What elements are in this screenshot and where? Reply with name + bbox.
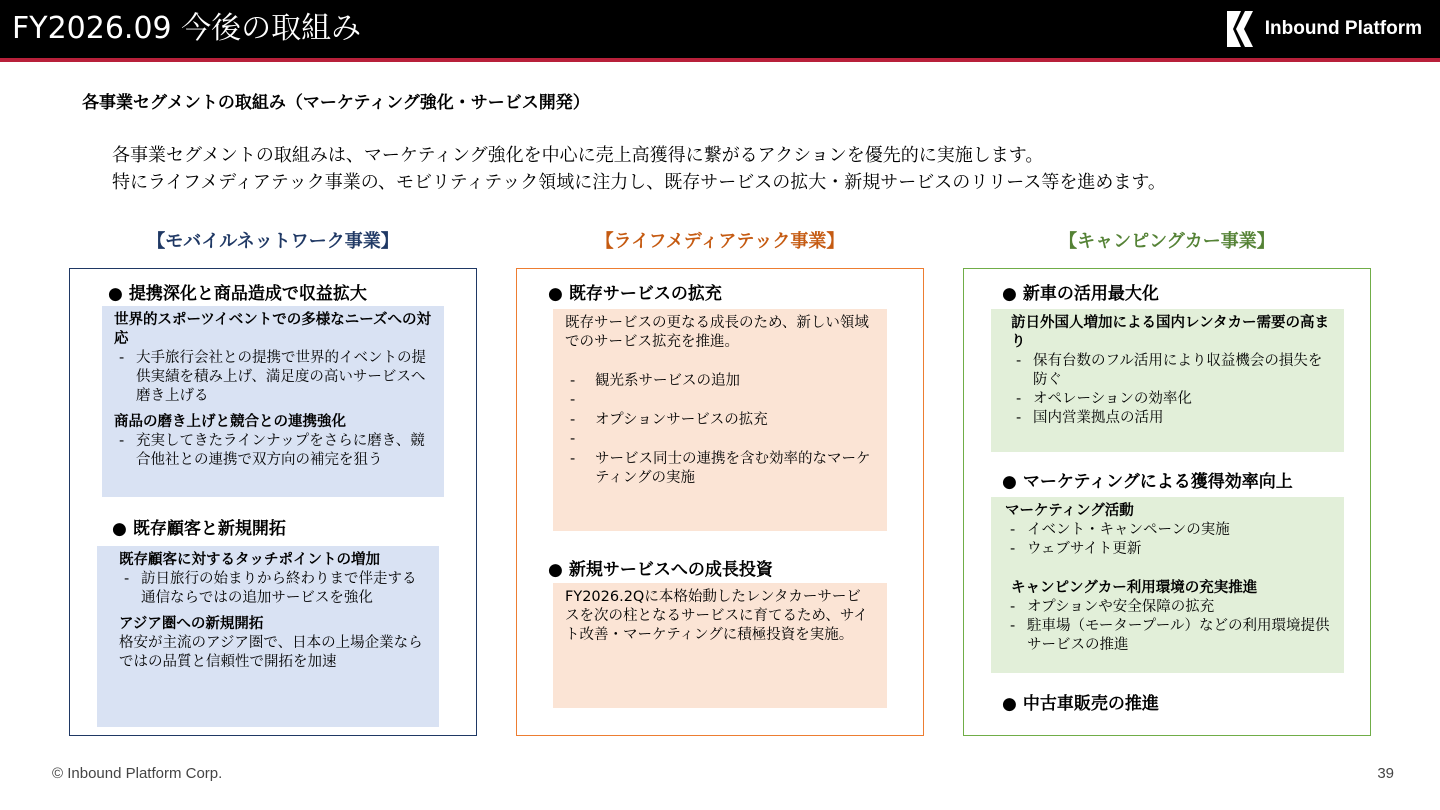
panel-list: [565, 372, 875, 488]
panel-text: 格安が主流のアジア圏で、日本の上場企業ならではの品質と信頼性で開拓を加速: [119, 635, 423, 670]
bullet-icon: ●: [112, 519, 127, 539]
list-item: - オプションサービスの拡充: [565, 411, 875, 430]
panel-subheading: マーケティング活動: [1005, 503, 1134, 519]
list-item: - オペレーションの効率化: [1011, 390, 1332, 409]
page-number: 39: [1377, 765, 1394, 782]
bullet-icon: ●: [548, 560, 563, 580]
lifemedia-panel-2: [553, 583, 887, 708]
list-item: - ウェブサイト更新: [1005, 540, 1332, 559]
intro-line: 各事業セグメントの取組みは、マーケティング強化を中心に売上高獲得に繋がるアクションを優先的に実施します。: [112, 145, 1044, 166]
header-bar: [0, 0, 1440, 58]
lifemedia-column-title: 【ライフメディアテック事業】: [595, 231, 845, 252]
list-item: - イベント・キャンペーンの実施: [1005, 521, 1332, 540]
camping-panel-2: [991, 497, 1344, 673]
panel-list: [1011, 352, 1332, 428]
lifemedia-bullet-2: ● 新規サービスへの成長投資: [548, 560, 773, 580]
mobile-column-title: 【モバイルネットワーク事業】: [147, 231, 399, 252]
panel-subheading: 商品の磨き上げと競合との連携強化: [114, 414, 346, 430]
camping-bullet-1: ● 新車の活用最大化: [1002, 284, 1159, 304]
camping-bullet-2: ● マーケティングによる獲得効率向上: [1002, 472, 1293, 492]
mobile-panel-2: [97, 546, 439, 727]
camping-bullet-3: ● 中古車販売の推進: [1002, 694, 1159, 714]
header-accent-line: [0, 58, 1440, 62]
bullet-icon: ●: [548, 284, 563, 304]
list-item: - 国内営業拠点の活用: [1011, 409, 1332, 428]
panel-list: [119, 570, 427, 608]
logo-text: Inbound Platform: [1264, 18, 1422, 39]
company-logo: [1223, 9, 1422, 49]
panel-text: FY2026.2Qに本格始動したレンタカーサービスを次の柱となるサービスに育てるため、サイト改善・マーケティングに積極投資を実施。: [565, 589, 868, 643]
list-item: - 充実してきたラインナップをさらに磨き、競合他社との連携で双方向の補完を狙う: [114, 432, 432, 470]
panel-list: [114, 432, 432, 470]
mobile-bullet-2: ● 既存顧客と新規開拓: [112, 519, 286, 539]
panel-subheading: 訪日外国人増加による国内レンタカー需要の高まり: [1011, 315, 1330, 350]
page-title: FY2026.09 今後の取組み: [12, 11, 362, 46]
list-item: - 訪日旅行の始まりから終わりまで伴走する通信ならではの追加サービスを強化: [119, 570, 427, 608]
panel-subheading: キャンピングカー利用環境の充実推進: [1011, 580, 1258, 596]
intro-line: 特にライフメディアテック事業の、モビリティテック領域に注力し、既存サービスの拡大・新規サービスのリリース等を進めます。: [112, 172, 1166, 193]
camping-column-title: 【キャンピングカー事業】: [1059, 231, 1275, 252]
panel-list: [1005, 521, 1332, 559]
panel-text: 既存サービスの更なる成長のため、新しい領域でのサービス拡充を推進。: [565, 315, 869, 350]
bullet-icon: ●: [1002, 284, 1017, 304]
bullet-icon: ●: [1002, 472, 1017, 492]
panel-subheading: アジア圏への新規開拓: [119, 616, 264, 632]
panel-subheading: 既存顧客に対するタッチポイントの増加: [119, 552, 380, 568]
list-item: - サービス同士の連携を含む効率的なマーケティングの実施: [565, 450, 875, 488]
lifemedia-panel-1: [553, 309, 887, 531]
list-item: - オプションや安全保障の拡充: [1005, 598, 1332, 617]
mobile-panel-1: [102, 306, 444, 497]
camping-panel-1: [991, 309, 1344, 452]
panel-list: [114, 349, 432, 406]
mobile-bullet-1: ● 提携深化と商品造成で収益拡大: [108, 284, 367, 304]
panel-subheading: 世界的スポーツイベントでの多様なニーズへの対応: [114, 312, 431, 347]
list-item: - 保有台数のフル活用により収益機会の損失を防ぐ: [1011, 352, 1332, 390]
panel-list: [1005, 598, 1332, 655]
footer-copyright: © Inbound Platform Corp.: [52, 765, 223, 782]
bullet-icon: ●: [108, 284, 123, 304]
list-item: - 大手旅行会社との提携で世界的イベントの提供実績を積み上げ、満足度の高いサービスへ磨き上げる: [114, 349, 432, 406]
logo-mark-icon: [1223, 9, 1257, 49]
list-item: - 駐車場（モータープール）などの利用環境提供サービスの推進: [1005, 617, 1332, 655]
list-item: - 観光系サービスの追加: [565, 372, 875, 391]
bullet-icon: ●: [1002, 694, 1017, 714]
lifemedia-bullet-1: ● 既存サービスの拡充: [548, 284, 722, 304]
section-heading: 各事業セグメントの取組み（マーケティング強化・サービス開発）: [82, 93, 590, 113]
intro-text: [112, 142, 1166, 196]
